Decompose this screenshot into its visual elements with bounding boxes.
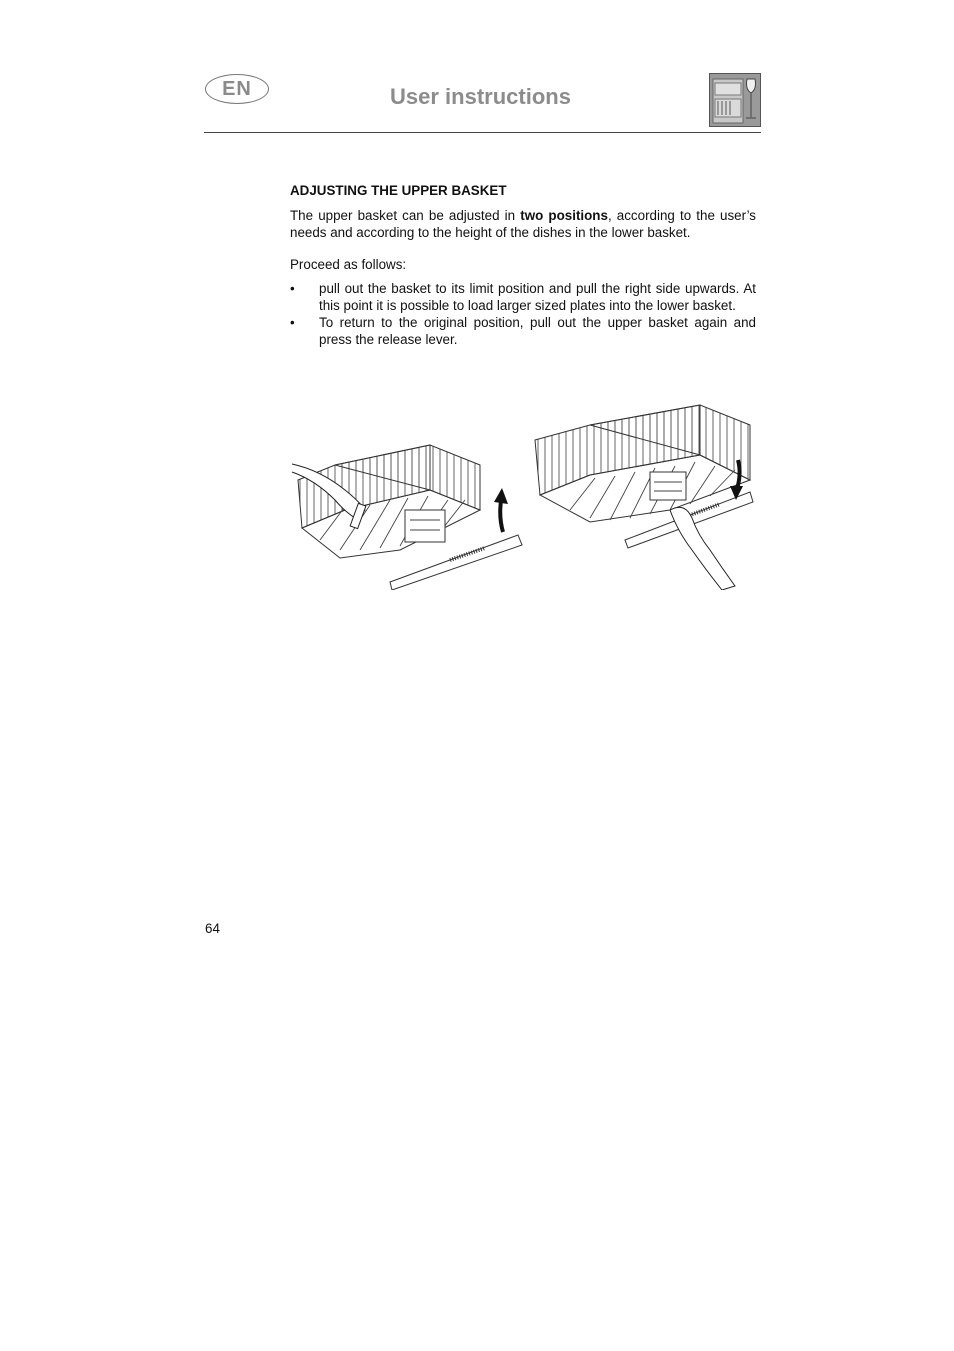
header-divider [204,132,761,133]
steps-list [290,281,756,348]
raise-basket-illustration [292,445,522,590]
intro-text-start: The upper basket can be adjusted in [290,207,521,223]
list-item [290,281,756,315]
section-content [290,183,756,348]
dishwasher-glass-icon [709,73,761,127]
proceed-paragraph: Proceed as follows: [290,257,407,273]
intro-emphasis: two positions [520,207,608,223]
step-text: To return to the original position, pull out the upper basket again and press the release lever. [319,314,756,347]
bullet-icon: • [290,314,295,330]
page-title: User instructions [390,84,571,109]
intro-text-end: , according to the user’s needs and according to the height of the dishes in the lower basket. [290,207,756,240]
lower-basket-illustration [535,405,753,590]
language-badge: EN [205,74,269,104]
list-item [290,315,756,349]
step-text: pull out the basket to its limit position and pull the right side upwards. At this point it is possible to load larger sized plates into the lower basket. [319,281,756,313]
bullet-icon: • [290,281,295,297]
basket-illustrations [290,400,756,590]
intro-paragraph [290,208,756,242]
page-number: 64 [205,921,220,936]
section-title: ADJUSTING THE UPPER BASKET [290,183,507,198]
